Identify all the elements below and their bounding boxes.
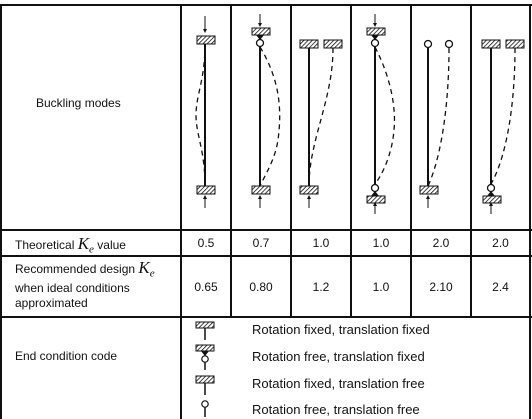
end-condition-label: End condition code [15,349,118,363]
end-code-text: Rotation free, translation free [252,402,420,417]
recommended-value: 2.10 [429,279,453,294]
rotation-free-translation-fixed-icon [196,345,214,370]
recommended-value: 1.0 [372,279,390,294]
theoretical-value: 2.0 [492,236,509,250]
theoretical-value: 1.0 [372,236,390,250]
theoretical-value: 1.0 [312,236,330,250]
recommended-value: 0.65 [194,279,218,294]
buckling-modes-label: Buckling modes [36,96,121,110]
theoretical-value: 0.5 [197,236,215,250]
end-code-text: Rotation fixed, translation fixed [252,322,430,337]
end-code-text: Rotation fixed, translation free [252,376,425,391]
recommended-ke-label: Recommended design $K_e$ when ideal conditions approximated [15,258,155,311]
theoretical-value: 2.0 [432,236,450,250]
theoretical-ke-label: Theoretical $K_e$ value [15,234,126,256]
recommended-value: 1.2 [312,279,330,294]
rotation-fixed-translation-fixed-icon [196,322,214,340]
rotation-fixed-translation-free-icon [196,376,214,395]
rotation-free-translation-free-icon [202,401,208,417]
recommended-value: 0.80 [249,279,273,294]
end-code-text: Rotation free, translation fixed [252,349,425,364]
theoretical-value: 0.7 [252,236,270,250]
recommended-value: 2.4 [492,279,509,294]
